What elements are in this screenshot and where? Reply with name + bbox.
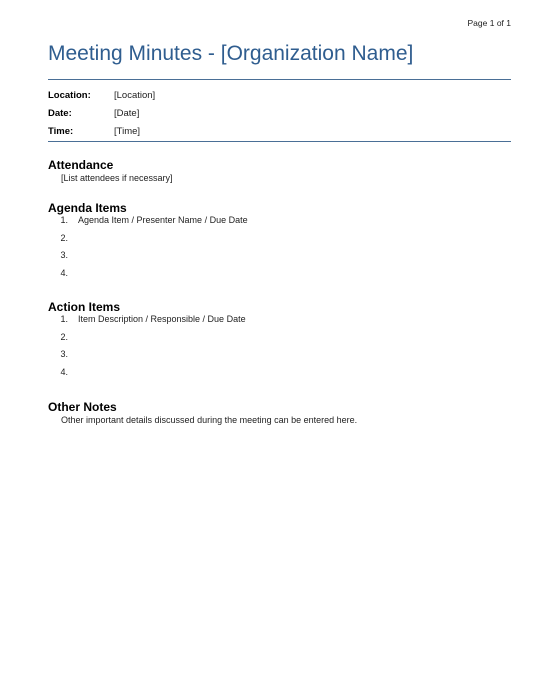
- attendance-heading: Attendance: [48, 158, 114, 172]
- date-value[interactable]: [Date]: [114, 107, 140, 119]
- list-item-text: Agenda Item / Presenter Name / Due Date: [78, 215, 248, 225]
- list-number: 4.: [60, 366, 68, 377]
- page-title: Meeting Minutes - [Organization Name]: [48, 42, 414, 65]
- list-number: 4.: [60, 267, 68, 278]
- other-notes-section: [48, 400, 357, 426]
- agenda-heading: Agenda Items: [48, 201, 127, 215]
- agenda-section: [48, 201, 248, 285]
- location-value[interactable]: [Location]: [114, 89, 156, 101]
- meta-row-location: [48, 86, 155, 104]
- other-notes-text[interactable]: Other important details discussed during the meeting can be entered here.: [61, 415, 358, 425]
- meta-row-date: [48, 104, 155, 122]
- list-item[interactable]: [48, 233, 248, 251]
- agenda-list: [48, 215, 248, 285]
- location-label: Location:: [48, 89, 91, 101]
- time-value[interactable]: [Time]: [114, 125, 141, 137]
- attendance-section: [48, 158, 173, 184]
- list-number: 1.: [60, 215, 68, 225]
- list-number: 2.: [60, 232, 68, 243]
- time-label: Time:: [48, 125, 74, 137]
- list-item[interactable]: [48, 367, 246, 385]
- action-items-heading: Action Items: [48, 300, 121, 314]
- list-number: 3.: [60, 349, 68, 359]
- list-item[interactable]: [48, 215, 248, 233]
- action-items-section: [48, 300, 246, 384]
- list-item[interactable]: [48, 349, 246, 367]
- list-number: 2.: [60, 331, 68, 342]
- meeting-details: [48, 86, 155, 140]
- list-item[interactable]: [48, 250, 248, 268]
- list-item-text: Item Description / Responsible / Due Date: [78, 314, 246, 324]
- meta-row-time: [48, 122, 155, 140]
- list-item[interactable]: [48, 314, 246, 332]
- attendance-text[interactable]: [List attendees if necessary]: [61, 173, 173, 183]
- list-number: 1.: [60, 314, 68, 324]
- action-items-list: [48, 314, 246, 384]
- header-divider-top: [48, 79, 511, 80]
- other-notes-heading: Other Notes: [48, 400, 117, 414]
- list-number: 3.: [60, 250, 68, 260]
- list-item[interactable]: [48, 268, 248, 286]
- page-number: Page 1 of 1: [467, 18, 511, 28]
- header-divider-bottom: [48, 141, 511, 142]
- list-item[interactable]: [48, 332, 246, 350]
- date-label: Date:: [48, 107, 72, 119]
